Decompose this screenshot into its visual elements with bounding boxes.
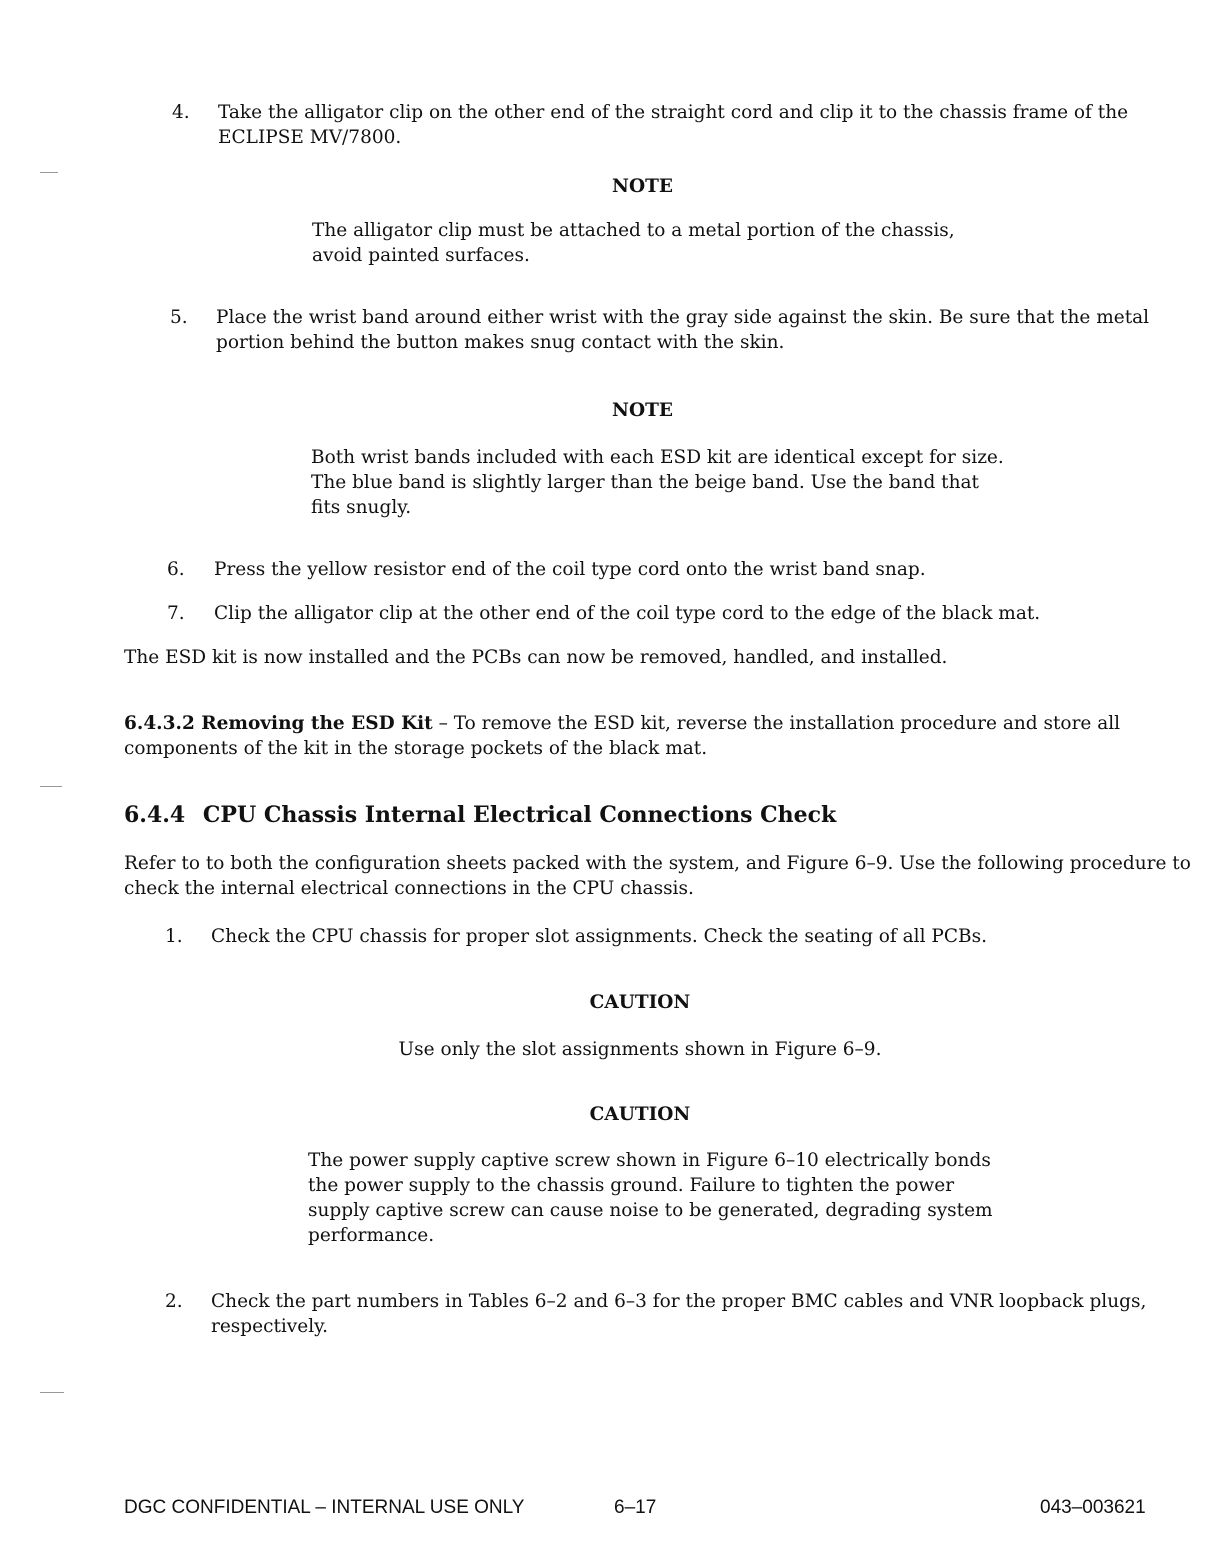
note-body: The alligator clip must be attached to a metal portion of the chassis, avoid painted surfaces.	[312, 220, 955, 266]
note-label: NOTE	[612, 176, 673, 197]
caution-label: CAUTION	[589, 992, 691, 1013]
step-number: 7.	[167, 603, 185, 624]
step-text: Check the part numbers in Tables 6–2 and 6–3 for the proper BMC cables and VNR loopback plugs, respectively.	[211, 1291, 1147, 1337]
scan-speck	[40, 786, 62, 787]
installed-paragraph: The ESD kit is now installed and the PCBs can now be removed, handled, and installed.	[124, 647, 948, 668]
removing-paragraph: 6.4.3.2 Removing the ESD Kit – To remove the ESD kit, reverse the installation procedure and store all components of the kit in the storage pockets of the black mat.	[124, 713, 1121, 759]
step-number: 1.	[165, 926, 183, 947]
caution-body: The power supply captive screw shown in Figure 6–10 electrically bonds the power supply to the chassis ground. Failure to tighten the power supply captive screw can cause noise to be generated, degrading system performance.	[308, 1150, 993, 1246]
step-text: Clip the alligator clip at the other end of the coil type cord to the edge of the black mat.	[214, 603, 1041, 624]
page-number: 6–17	[614, 1497, 657, 1518]
step-text: Place the wrist band around either wrist with the gray side against the skin. Be sure that the metal portion behind the button makes snug contact with the skin.	[216, 307, 1150, 353]
subsection-heading: 6.4.3.2 Removing the ESD Kit	[124, 713, 433, 734]
document-number: 043–003621	[1040, 1497, 1146, 1518]
caution-body: Use only the slot assignments shown in Figure 6–9.	[398, 1039, 882, 1060]
section-heading	[124, 803, 836, 828]
step-text: Take the alligator clip on the other end of the straight cord and clip it to the chassis frame of the ECLIPSE MV/7800.	[218, 102, 1129, 148]
step-number: 4.	[172, 102, 190, 123]
step-text: Press the yellow resistor end of the coil type cord onto the wrist band snap.	[214, 559, 926, 580]
section-number: 6.4.4	[124, 802, 186, 828]
footer-left: DGC CONFIDENTIAL – INTERNAL USE ONLY	[124, 1497, 525, 1518]
caution-label: CAUTION	[589, 1104, 691, 1125]
step-text: Check the CPU chassis for proper slot assignments. Check the seating of all PCBs.	[211, 926, 987, 947]
note-label: NOTE	[612, 400, 673, 421]
scan-speck	[40, 1392, 64, 1393]
step-number: 2.	[165, 1291, 183, 1312]
section-title: CPU Chassis Internal Electrical Connections Check	[202, 802, 837, 828]
note-body: Both wrist bands included with each ESD kit are identical except for size. The blue band is slightly larger than the beige band. Use the band that fits snugly.	[311, 447, 1004, 518]
scan-speck	[40, 172, 58, 173]
step-number: 5.	[170, 307, 188, 328]
intro-paragraph: Refer to to both the configuration sheets packed with the system, and Figure 6–9. Use the following procedure to check the internal electrical connections in the CPU chassis.	[124, 853, 1191, 899]
step-number: 6.	[167, 559, 185, 580]
